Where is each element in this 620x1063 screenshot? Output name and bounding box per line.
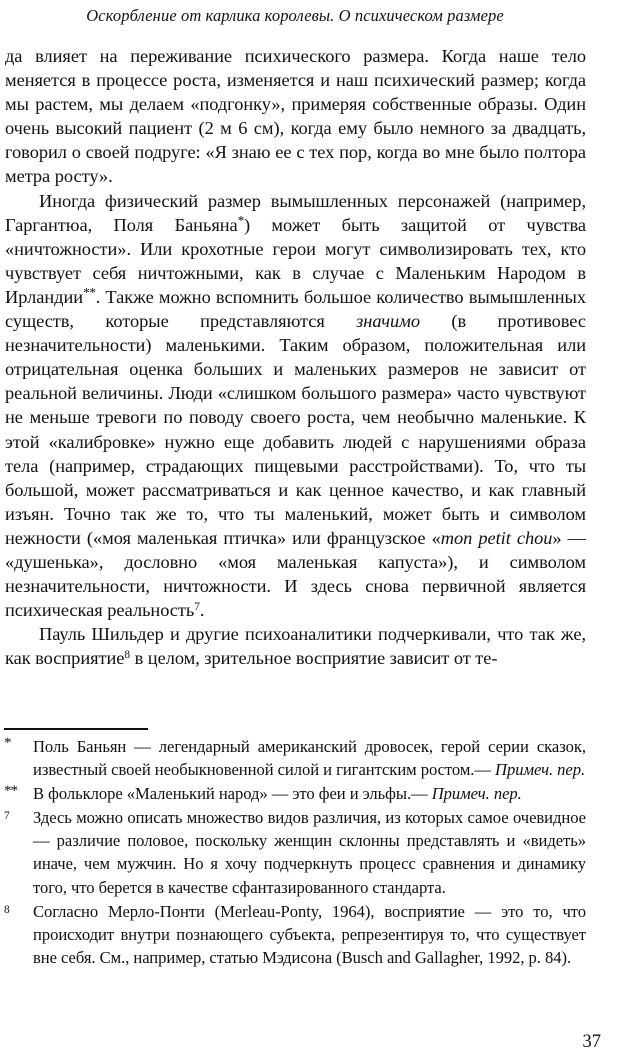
emphasis-mon-petit-chou: mon petit chou [440, 527, 553, 548]
paragraph-3-text-1: Пауль Шильдер и другие психоаналитики подчеркивали, что так же, как восприятие [5, 624, 586, 669]
footnote-marker: 7 [4, 809, 10, 822]
paragraph-2-text-5: » — «душенька», дословно «моя маленькая капуста»), и символом незначительности, ничтожности. И здесь снова первичной является психическая реальность [5, 527, 586, 621]
footnote-item [4, 806, 586, 899]
footnote-marker: 8 [4, 903, 10, 916]
footnote-text: В фольклоре «Маленький народ» — это феи и эльфы.— [33, 784, 432, 804]
footnote-text: Поль Баньян — легендарный американский дровосек, герой серии сказок, известный своей необыкновенной силой и гигантским ростом.— [33, 737, 586, 780]
footnote-marker-8[interactable]: 8 [124, 649, 131, 662]
footnote-marker: * [4, 735, 12, 751]
paragraph-2-text-4: (в противовес незначительности) маленькими. Таким образом, положительная или отрицательная оценка больших и маленьких размеров не зависит от реальной величины. Люди «слишком большого размера» часто чувствуют не меньше тревоги по поводу своего роста, чем необычно маленькие. К этой «калибровке» нужно еще добавить людей с нарушениями образа тела (например, страдающих пищевыми расстройствами). То, что ты большой, может рассматриваться и как ценное качество, и как главный изъян. Точно так же то, что ты маленький, может быть и символом нежности («моя маленькая птичка» или французское « [5, 311, 586, 548]
paragraph-2-text-6: . [199, 600, 205, 621]
body-text-block [5, 44, 586, 670]
footnote-text: Здесь можно описать множество видов различия, из которых самое очевидное — различие половое, поскольку женщин склонны представлять и «видеть» иначе, чем мужчин. Но я хочу подчеркнуть процесс сравнения и динамику того, что берется в качестве сфантазированного стандарта. [33, 807, 586, 897]
paragraph-2-text-1: Иногда физический размер вымышленных персонажей (например, Гаргантюа, Поля Баньяна [5, 190, 586, 235]
footnote-item [4, 900, 586, 970]
emphasis-znachimo: значимо [356, 311, 420, 332]
footnote-item [4, 735, 586, 782]
footnote-marker-star[interactable]: * [237, 212, 244, 228]
page-number: 37 [582, 1032, 601, 1052]
footnote-item [4, 782, 586, 805]
paragraph-2-text-2: ) может быть защитой от чувства «ничтожности». Или крохотные герои могут символизировать тех, кто чувствует себя ничтожными, как в случае с Маленьким Народом в Ирландии [5, 214, 586, 307]
paragraph-3-text-2: в целом, зрительное восприятие зависит от те- [130, 648, 498, 669]
paragraph-2-text-3: . Также можно вспомнить большое количество вымышленных существ, которые представляются [5, 286, 586, 332]
footnote-marker-7[interactable]: 7 [194, 601, 200, 614]
footnote-attribution: Примеч. пер. [495, 760, 586, 780]
paragraph-schilder [5, 622, 586, 670]
footnote-marker: ** [4, 783, 17, 800]
footnote-marker-double-star[interactable]: ** [83, 284, 96, 300]
running-header: Оскорбление от карлика королевы. О психическом размере [86, 6, 504, 25]
footnotes-block [4, 735, 586, 970]
paragraph-continued [5, 44, 586, 189]
footnote-text: Согласно Мерло-Понти (Merleau-Ponty, 1964), восприятие — это то, что происходит внутри познающего субъекта, репрезентируя то, что существует вне себя. См., например, статью Мэдисона (Busch and Gallagher, 1992, p. 84). [33, 901, 586, 968]
paragraph-fictional-size [5, 189, 586, 623]
paragraph-1-text: да влияет на переживание психического размера. Когда наше тело меняется в процессе роста, изменяется и наш психический размер; когда мы растем, мы делаем «подгонку», примеряя собственные образы. Один очень высокий пациент (2 м 6 см), когда ему было немного за двадцать, говорил о своей подруге: «Я знаю ее с тех пор, когда во мне было полтора метра росту». [5, 46, 586, 187]
footnote-attribution: Примеч. пер. [431, 784, 522, 804]
footnote-separator-rule [4, 728, 148, 730]
